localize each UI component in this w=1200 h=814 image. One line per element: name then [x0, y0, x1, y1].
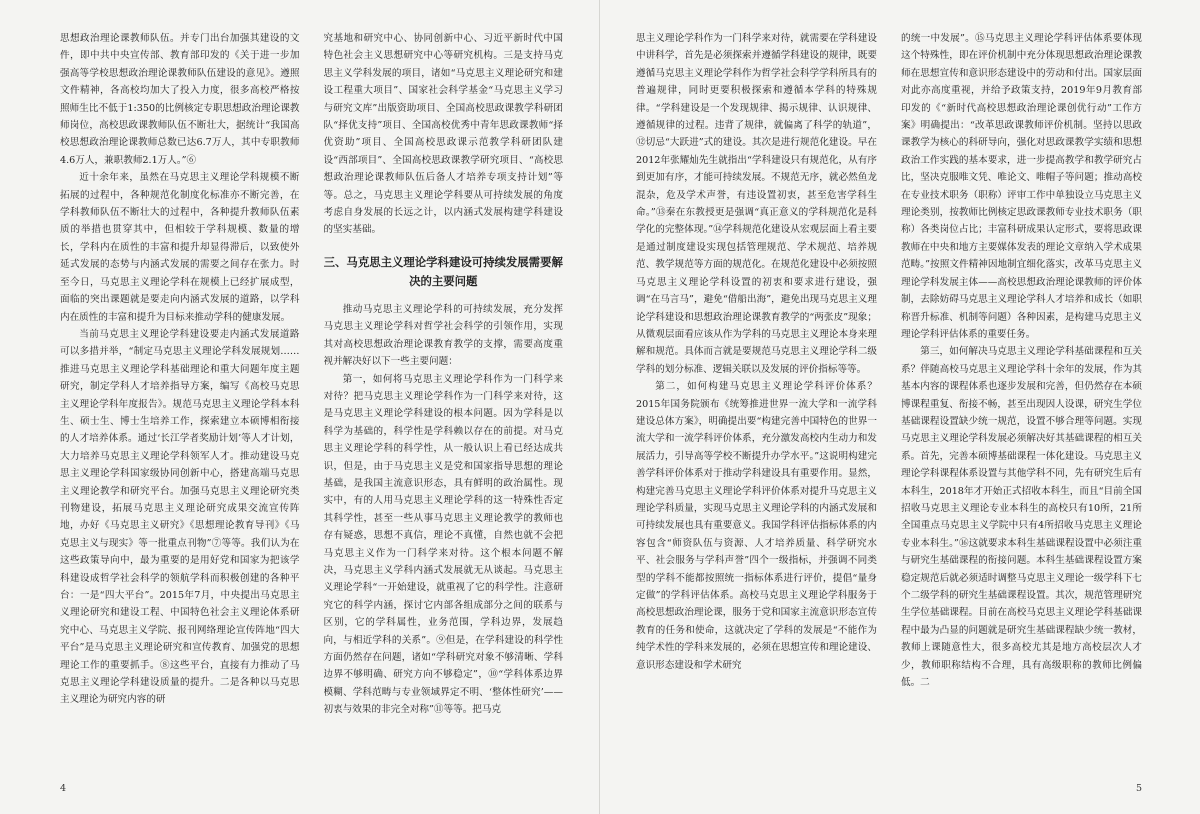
- paragraph: 当前马克思主义理论学科建设要走内涵式发展道路可以多措并举，“制定马克思主义理论学科发展规划……推进马克思主义理论学科基础理论和重大问题年度主题研究，制定学科人才培养指导方案，编写《高校马克思主义理论学科年度报告》。规范马克思主义理论学科本科生、硕士生、博士生培养工作，探索建立本硕博相衔接的人才培养体系。通过‘长江学者奖励计划’等人才计划，大力培养马克思主义理论学科领军人才。推动建设马克思主义理论学科国家级协同创新中心，搭建高端马克思主义理论教学和研究平台。加强马克思主义理论研究类刊物建设，拓展马克思主义理论研究成果交流宣传阵地，办好《马克思主义研究》《思想理论教育导刊》《马克思主义与现实》等一批重点刊物”⑦等等。我们认为在这些政策导向中，最为重要的是用好党和国家为把该学科建设成哲学社会科学的领航学科而积极创建的各种平台：一是“四大平台”。2015年7月，中央提出马克思主义理论研究和建设工程、中国特色社会主义理论体系研究中心、马克思主义学院、报刊网络理论宣传阵地“四大平台”是马克思主义理论研究和宣传教育、加强党的思想理论工作的重要抓手。⑧这些平台，直接有力推动了马克思主义理论学科建设质量的提升。二是各种以马克思主义理论为研究内容的研: [60, 328, 300, 706]
- left-column-2: [324, 30, 564, 758]
- paragraph: 思主义理论学科作为一门科学来对待，就需要在学科建设中讲科学，首先是必须探索并遵循学科建设的规律，既要遵循马克思主义理论学科作为哲学社会科学学科所具有的普遍规律，同时更要积极探索和遵循本学科的特殊规律。“学科建设是一个发现规律、揭示规律、认识规律、遵循规律的过程。违背了规律，就偏离了科学的轨道”，⑫切忌“大跃进”式的建设。其次是进行规范化建设。早在2012年张耀灿先生就指出“学科建设只有规范化，从有序到更加有序，才能可持续发展。不规范无序，就必然鱼龙混杂，危及学术声誉，有违设置初衷，甚至危害学科生命。”⑬秦在东教授更是强调“真正意义的学科规范化是科学化的完整体现。”⑭学科规范化建设从宏观层面上看主要是通过制度建设实现包括管理规范、学术规范、培养规范、教学规范等方面的规范化。在规范化建设中必须按照马克思主义理论学科设置的初衷和要求进行建设，强调“在马言马”，避免“借船出海”，避免出现马克思主义理论学科建设和思想政治理论课教育教学的“两张皮”现象；从微观层面看应该从作为学科的马克思主义理论本身来理解和规范。具体而言就是要规范马克思主义理论学科二级学科的划分标准、逻辑关联以及发展的评价指标等等。: [636, 33, 877, 375]
- paragraph: 究基地和研究中心、协同创新中心、习近平新时代中国特色社会主义思想研究中心等研究机构。三是支持马克思主义学科发展的项目，诸如“马克思主义理论研究和建设工程重大项目”、国家社会科学基金“马克思主义学习与研究文库”出版资助项目、全国高校思政课教学科研团队“择优支持”项目、全国高校优秀中青年思政课教师“择优资助”项目、全国高校思政课示范教学科研团队建设“西部项目”、全国高校思政课教学研究项目、“高校思想政治理论课教师队伍后备人才培养专项支持计划”等等。总之，马克思主义理论学科要从可持续发展的角度考虑自身发展的长远之计，以内涵式发展构建学科建设的坚实基础。: [323, 33, 563, 236]
- paragraph: 思想政治理论课教师队伍。并专门出台加强其建设的文件，即中共中央宣传部、教育部印发的《关于进一步加强高等学校思想政治理论课教师队伍建设的意见》。遵照文件精神，各高校均加大了投入力度，很多高校严格按照师生比不低于1:350的比例核定专职思想政治理论课教师岗位，高校思政课教师队伍不断壮大，据统计“我国高校思想政治理论课教师总数已达6.7万人，其中专职教师4.6万人，兼职教师2.1万人。”⑥: [60, 33, 300, 166]
- left-column-1: [60, 30, 300, 758]
- section-heading: 三、马克思主义理论学科建设可持续发展需要解决的主要问题: [323, 254, 563, 288]
- paragraph: 第三，如何解决马克思主义理论学科基础课程和互关系？伴随高校马克思主义理论学科十余年的发展，作为其基本内容的课程体系也逐步发展和完善，但仍然存在本硕博课程重复、衔接不畅，甚至出现因人设课，研究生学位基础课程设置缺少统一规范，设置不够合理等问题。实现马克思主义理论学科发展必须解决好其基础课程的相互关系。首先，完善本硕博基础课程一体化建设。马克思主义理论学科课程体系设置与其他学科不同，先有研究生后有本科生，2018年才开始正式招收本科生，而且“目前全国招收马克思主义理论专业本科生的高校只有10所，21所全国重点马克思主义学院中只有4所招收马克思主义理论专业本科生。”⑯这就要求本科生基础课程设置中必须注重与研究生基础课程的衔接问题。本科生基础课程设置方案稳定规范后就必须适时调整马克思主义理论一级学科下七个二级学科的研究生基础课程设置。其次，规范管理研究生学位基础课程。目前在高校马克思主义理论学科基础课程中最为凸显的问题就是研究生基础课程缺少统一教材，教师上课随意性大，很多高校尤其是地方高校层次人才少，教师职称结构不合理，具有高级职称的教师比例偏低。二: [901, 346, 1142, 689]
- paragraph: 第二，如何构建马克思主义理论学科评价体系？2015年国务院颁布《统筹推进世界一流大学和一流学科建设总体方案》，明确提出要“构建完善中国特色的世界一流大学和一流学科评价体系，充分激发高校内生动力和发展活力，引导高等学校不断提升办学水平。”这说明构建完善学科评价体系对于推动学科建设具有重要作用。显然，构建完善马克思主义理论学科评价体系对提升马克思主义理论学科质量，实现马克思主义理论学科的内涵式发展和可持续发展也具有重要意义。我国学科评估指标体系的内容包含“师资队伍与资源、人才培养质量、科学研究水平、社会服务与学科声誉”四个一级指标，并强调不同类型的学科不能都按照统一指标体系进行评价，提倡“量身定做”的学科评估体系。高校马克思主义理论学科服务于高校思想政治理论课，服务于党和国家主流意识形态宣传教育的任务和使命，这就决定了学科的发展是“不能作为纯学术性的学科来发展的，必须在思想宣传和理论建设、意识形态建设和学术研究: [636, 381, 877, 671]
- paragraph: 推动马克思主义理论学科的可持续发展，充分发挥马克思主义理论学科对哲学社会科学的引领作用，实现其对高校思想政治理论课教育教学的支撑，需要高度重视并解决好以下一些主要问题：: [323, 303, 563, 368]
- paragraph: 近十余年来，虽然在马克思主义理论学科规模不断拓展的过程中，各种规范化制度化标准亦不断完善，在学科教师队伍不断壮大的过程中，各种提升教师队伍素质的举措也贯穿其中，但相较于学科规模、数量的增长，学科内在质性的丰富和提升却显得滞后，以致使外延式发展的态势与内涵式发展的需要之间存在张力。时至今日，马克思主义理论学科在规模上已经扩展成型，面临的突出课题就是要走向内涵式发展的道路，以学科内在质性的丰富和提升为目标来推动学科的健康发展。: [60, 172, 300, 323]
- right-column-2: [901, 30, 1142, 758]
- left-columns: [60, 30, 563, 758]
- paragraph: 第一，如何将马克思主义理论学科作为一门科学来对待？把马克思主义理论学科作为一门科学来对待，这是马克思主义理论学科建设的根本问题。因为学科是以科学为基础的，科学性是学科赖以存在的前提。对马克思主义理论学科的科学性，从一般认识上看已经达成共识，但是，由于马克思主义是党和国家指导思想的理论基础，是我国主流意识形态，具有鲜明的政治属性。现实中，有的人用马克思主义理论学科的这一特殊性否定其科学性，甚至一些从事马克思主义理论教学的教师也存有疑惑，思想不真信，理论不真懂，自然也就不会把马克思主义作为一门科学来对待。这个根本问题不解决，马克思主义学科内涵式发展就无从谈起。马克思主义理论学科“一开始建设，就重视了它的科学性。注意研究它的科学内涵，探讨它内部各组成部分之间的联系与区别，它的学科属性，业务范围，学科边界，发展趋向，与相近学科的关系”。⑨但是，在学科建设的科学性方面仍然存在问题，诸如“学科研究对象不够清晰、学科边界不够明确、研究方向不够稳定”，⑩“学科体系边界模糊、学科范畴与专业领域界定不明、‘整体性研究’——初衷与效果的非完全对称”⑪等等。把马克: [323, 373, 563, 716]
- paragraph: 的统一中发展”。⑮马克思主义理论学科评估体系要体现这个特殊性，即在评价机制中充分体现思想政治理论课教师在思想宣传和意识形态建设中的劳动和付出。国家层面对此亦高度重视，并给予政策支持，2019年9月教育部印发的《“新时代高校思想政治理论课创优行动”工作方案》明确提出：“改革思政课教师评价机制。坚持以思政课教学为核心的科研导向，强化对思政课教学实绩和思想政治工作实践的基本要求，进一步提高教学和教学研究占比，坚决克服唯文凭、唯论文、唯帽子等问题；推动高校在专业技术职务（职称）评审工作中单独设立马克思主义理论类别，按教师比例核定思政课教师专业技术职务（职称）各类岗位占比；丰富科研成果认定形式，要将思政课教师在中央和地方主要媒体发表的理论文章纳入学术成果范畴。”按照文件精神因地制宜细化落实，改革马克思主义理论学科发展主体——高校思想政治理论课教师的评价体制，去除妨碍马克思主义理论学科人才培养和成长（如职称晋升标准、机制等问题）各种因素，是构建马克思主义理论学科评估体系的重要任务。: [901, 33, 1142, 340]
- page-number: 4: [60, 783, 67, 794]
- right-column-1: [636, 30, 877, 758]
- page-number: 5: [1135, 783, 1142, 794]
- right-columns: [636, 30, 1142, 758]
- right-page: [600, 0, 1200, 814]
